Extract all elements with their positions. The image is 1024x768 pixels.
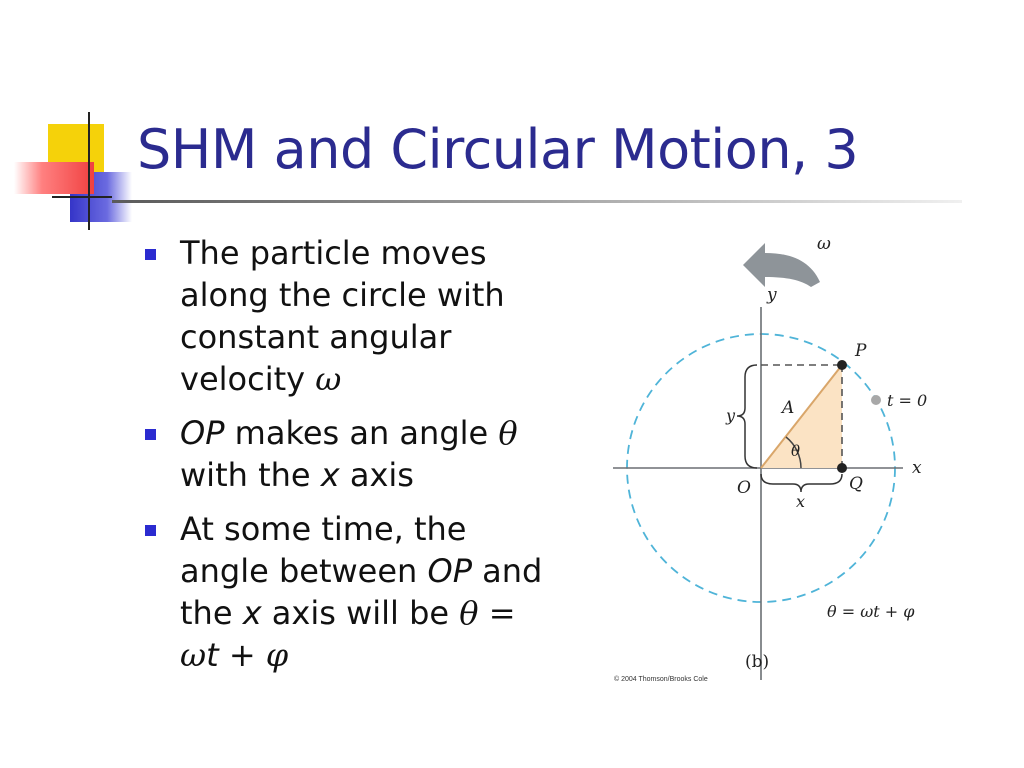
red-block (14, 162, 94, 194)
bullet-item: OP makes an angle θ with the x axis (145, 412, 545, 496)
bullet-item: The particle moves along the circle with constant angular velocity ω (145, 232, 545, 400)
y-axis-label: y (767, 285, 777, 305)
y-brace-label: y (726, 406, 736, 425)
bullet-marker (145, 429, 156, 440)
phase-equation: θ = ωt + φ (827, 602, 915, 621)
x-axis-label: x (912, 458, 922, 478)
horizontal-line (52, 196, 112, 198)
bullet-item: At some time, the angle between OP and the x axis will be θ = ωt + φ (145, 508, 545, 676)
origin-label: O (737, 478, 751, 498)
theta-symbol: θ (498, 414, 518, 452)
panel-label: (b) (745, 652, 770, 672)
point-q-dot (837, 463, 847, 473)
x-brace (761, 474, 842, 492)
point-q-label: Q (849, 474, 863, 494)
circle-diagram (605, 225, 965, 685)
bullet-marker (145, 249, 156, 260)
omega-label: ω (817, 234, 831, 254)
start-point-dot (871, 395, 881, 405)
t0-label: t = 0 (887, 391, 928, 410)
vertical-line (88, 112, 90, 230)
amplitude-label: A (782, 398, 795, 418)
omega-symbol: ω (315, 360, 342, 398)
copyright-text: © 2004 Thomson/Brooks Cole (614, 676, 708, 683)
corner-decoration (0, 100, 140, 240)
y-brace (737, 365, 757, 468)
point-p-label: P (855, 341, 867, 361)
title-underline (112, 200, 962, 203)
bullet-list (145, 232, 545, 688)
point-p-dot (837, 360, 847, 370)
x-brace-label: x (796, 492, 806, 511)
slide-title: SHM and Circular Motion, 3 (137, 118, 859, 181)
theta-label: θ (791, 442, 801, 460)
rotation-arrow-icon (743, 243, 820, 287)
bullet-marker (145, 525, 156, 536)
